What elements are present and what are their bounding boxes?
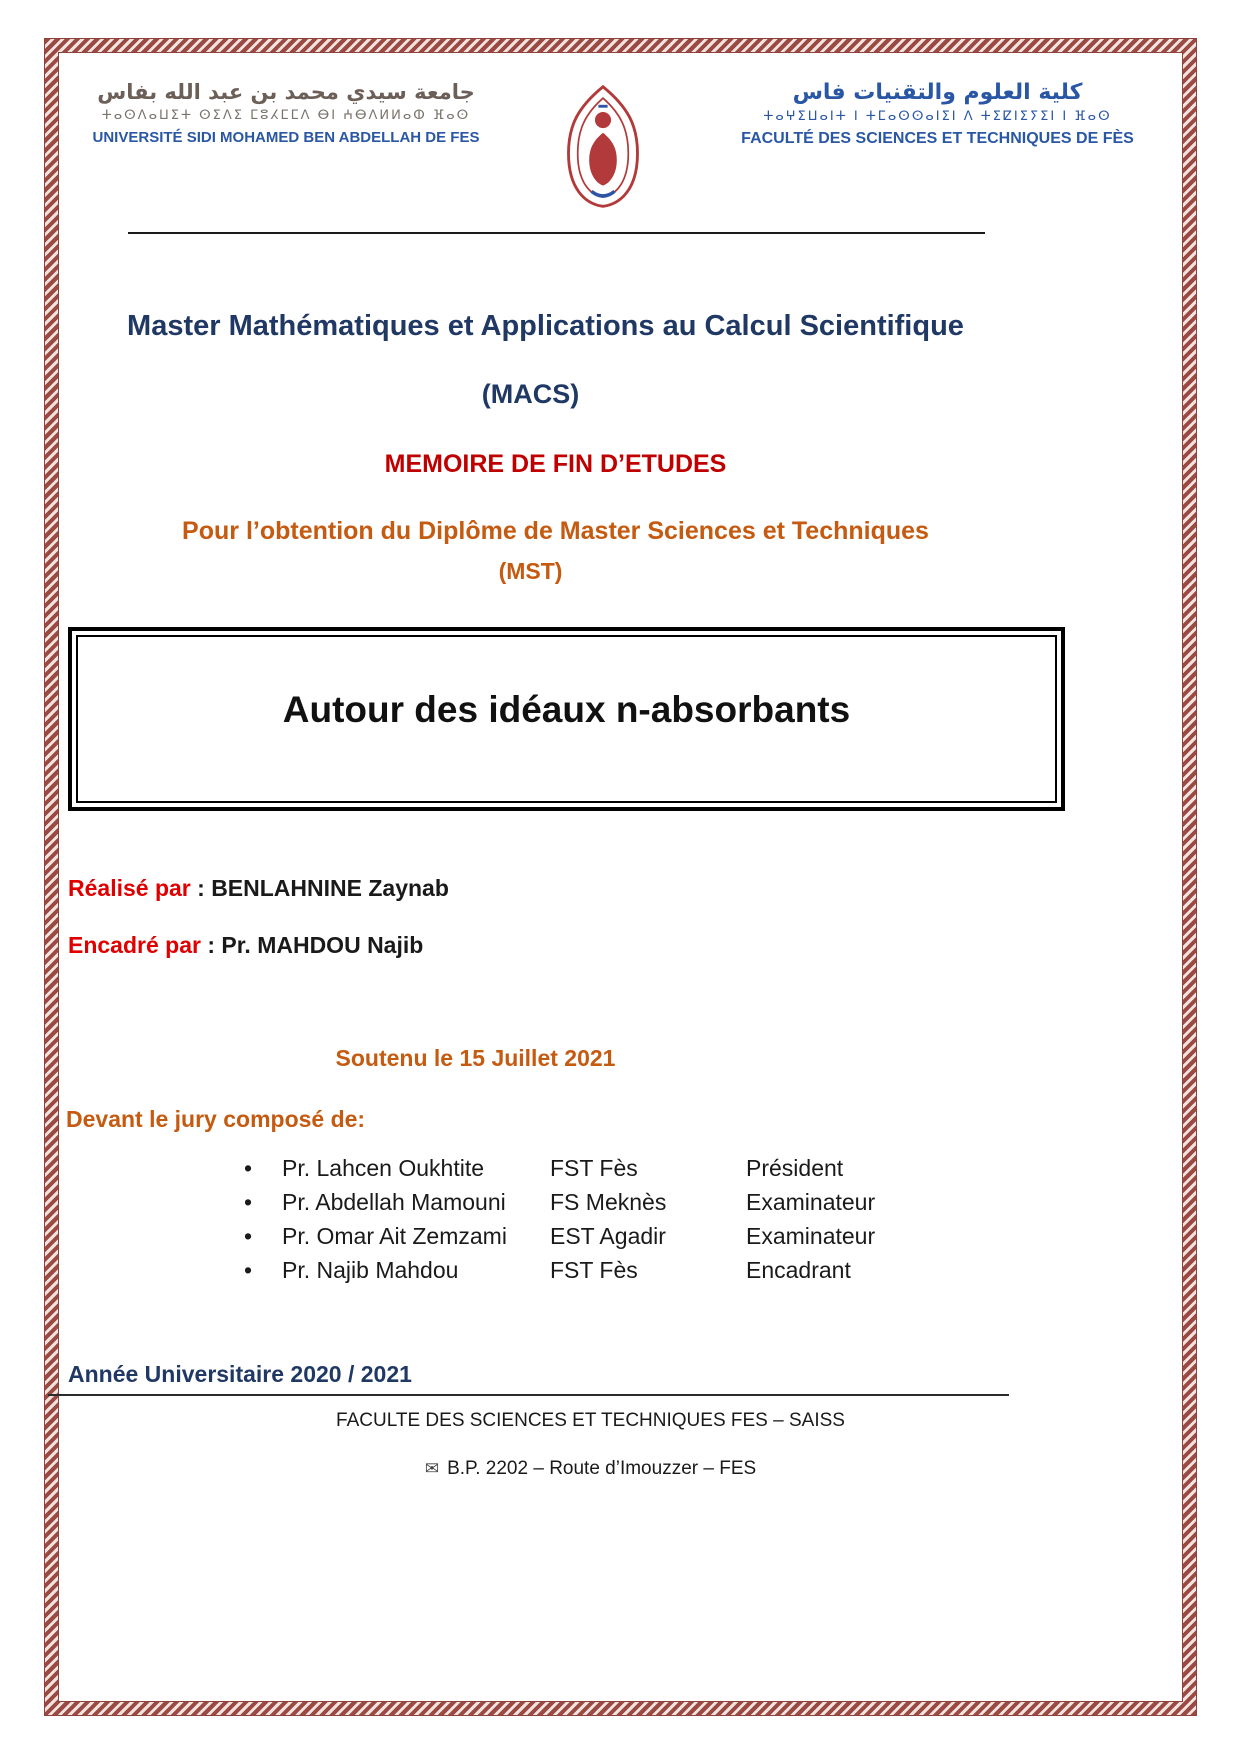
jury-member-name: Pr. Najib Mahdou bbox=[282, 1257, 459, 1283]
header-divider bbox=[128, 232, 985, 234]
page-content bbox=[66, 60, 1175, 1694]
jury-row bbox=[244, 1155, 1175, 1189]
institution-header bbox=[66, 80, 1175, 216]
jury-heading: Devant le jury composé de: bbox=[66, 1106, 366, 1132]
university-block bbox=[76, 80, 496, 146]
thesis-title: Autour des idéaux n-absorbants bbox=[282, 689, 851, 730]
program-acronym: (MACS) bbox=[481, 379, 580, 409]
jury-member-role: Encadrant bbox=[746, 1257, 851, 1283]
footer-divider bbox=[48, 1394, 1009, 1396]
author-line bbox=[68, 875, 1175, 902]
jury-member-affiliation: FS Meknès bbox=[550, 1189, 667, 1215]
thesis-title-box-inner bbox=[76, 635, 1057, 803]
jury-member-role: Président bbox=[746, 1155, 844, 1181]
diploma-acronym: (MST) bbox=[498, 558, 563, 584]
footer-address-text: B.P. 2202 – Route d’Imouzzer – FES bbox=[447, 1458, 757, 1479]
university-name-tifinagh: ⵜⴰⵙⴷⴰⵡⵉⵜ ⵙⵉⴷⵉ ⵎⵓⵃⵎⵎⴷ ⴱⵏ ⵄⴱⴷⵍⵍⴰⵀ ⴼⴰⵙ bbox=[101, 108, 471, 123]
bullet-icon: • bbox=[244, 1257, 253, 1283]
defense-date: Soutenu le 15 Juillet 2021 bbox=[335, 1045, 616, 1071]
bullet-icon: • bbox=[244, 1223, 253, 1249]
bullet-icon: • bbox=[244, 1155, 253, 1181]
master-program-title: Master Mathématiques et Applications au Calcul Scientifique bbox=[127, 310, 964, 342]
footer-faculty: FACULTE DES SCIENCES ET TECHNIQUES FES – SAISS bbox=[336, 1410, 845, 1431]
university-logo-icon bbox=[557, 82, 649, 216]
jury-member-name: Pr. Omar Ait Zemzami bbox=[282, 1223, 507, 1249]
mail-icon: ✉ bbox=[424, 1459, 440, 1478]
jury-member-affiliation: FST Fès bbox=[550, 1257, 638, 1283]
jury-member-name: Pr. Abdellah Mamouni bbox=[282, 1189, 506, 1215]
university-name-latin: UNIVERSITÉ SIDI MOHAMED BEN ABDELLAH DE FES bbox=[92, 129, 480, 146]
supervisor-name: : Pr. MAHDOU Najib bbox=[200, 932, 424, 958]
jury-member-name: Pr. Lahcen Oukhtite bbox=[282, 1155, 485, 1181]
memoire-heading: MEMOIRE DE FIN D’ETUDES bbox=[384, 450, 727, 478]
jury-member-role: Examinateur bbox=[746, 1223, 876, 1249]
diploma-line: Pour l’obtention du Diplôme de Master Sciences et Techniques bbox=[182, 517, 929, 545]
thesis-title-box bbox=[68, 627, 1065, 811]
faculty-block bbox=[710, 80, 1165, 148]
jury-row bbox=[244, 1189, 1175, 1223]
university-name-arabic: جامعة سيدي محمد بن عبد الله بفاس bbox=[97, 80, 475, 104]
jury-row bbox=[244, 1223, 1175, 1257]
supervisor-line bbox=[68, 932, 1175, 959]
jury-row bbox=[244, 1257, 1175, 1291]
author-label: Réalisé par bbox=[68, 875, 191, 901]
jury-member-role: Examinateur bbox=[746, 1189, 876, 1215]
faculty-name-latin: FACULTÉ DES SCIENCES ET TECHNIQUES DE FÈS bbox=[741, 130, 1134, 147]
faculty-name-arabic: كلية العلوم والتقنيات فاس bbox=[792, 80, 1083, 105]
jury-member-affiliation: FST Fès bbox=[550, 1155, 638, 1181]
jury-member-affiliation: EST Agadir bbox=[550, 1223, 666, 1249]
supervisor-label: Encadré par bbox=[68, 932, 201, 958]
faculty-name-tifinagh: ⵜⴰⵖⵉⵡⴰⵏⵜ ⵏ ⵜⵎⴰⵙⵙⴰⵏⵉⵏ ⴷ ⵜⵉⵇⵏⵉⵢⵉⵏ ⵏ ⴼⴰⵙ bbox=[763, 109, 1112, 124]
bullet-icon: • bbox=[244, 1189, 253, 1215]
academic-year: Année Universitaire 2020 / 2021 bbox=[68, 1361, 412, 1387]
author-name: : BENLAHNINE Zaynab bbox=[190, 875, 449, 901]
footer-address bbox=[66, 1458, 1175, 1480]
jury-list bbox=[244, 1155, 1175, 1291]
